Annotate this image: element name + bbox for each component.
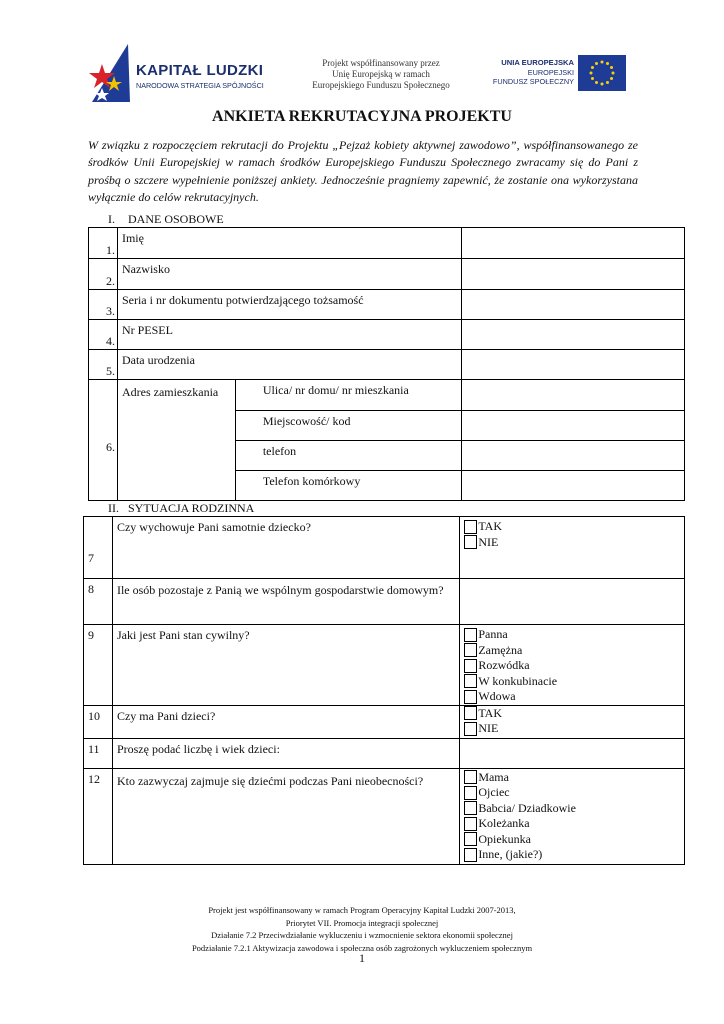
option-label: Rozwódka xyxy=(478,658,530,672)
row-number: 8 xyxy=(84,579,113,625)
checkbox[interactable] xyxy=(464,817,477,831)
option-label: W konkubinacie xyxy=(478,673,558,688)
checkbox[interactable] xyxy=(464,722,477,736)
row-number: 6. xyxy=(89,380,118,501)
option-label: Inne, (jakie?) xyxy=(478,847,543,861)
row-number: 5. xyxy=(89,350,118,380)
field-label: Data urodzenia xyxy=(117,350,461,380)
option-w-konkubinacie[interactable] xyxy=(464,674,680,690)
table-row xyxy=(89,259,685,290)
last-name-input[interactable] xyxy=(461,259,684,290)
section-title: DANE OSOBOWE xyxy=(128,212,224,226)
eu-star xyxy=(606,81,609,84)
question-text: Czy ma Pani dzieci? xyxy=(112,705,459,738)
checkbox[interactable] xyxy=(464,535,477,549)
table-row xyxy=(89,228,685,259)
row-number: 12 xyxy=(84,768,113,864)
eu-star xyxy=(612,72,615,75)
table-row xyxy=(84,579,685,625)
household-count-input[interactable] xyxy=(460,579,685,625)
answer-options xyxy=(460,625,685,706)
option-panna[interactable] xyxy=(464,627,680,643)
mobile-phone-input[interactable] xyxy=(461,471,684,501)
option-mama[interactable] xyxy=(464,770,680,786)
option-kolezanka[interactable] xyxy=(464,816,680,832)
personal-data-table xyxy=(88,227,685,501)
eu-star xyxy=(601,61,604,64)
section-heading-family xyxy=(108,501,254,516)
question-text: Jaki jest Pani stan cywilny? xyxy=(112,625,459,706)
cofinance-line: Projekt współfinansowany przez xyxy=(322,58,440,68)
footer-line: Działanie 7.2 Przeciwdziałanie wykluczeniu i wzmocnienie sektora ekonomii społecznej xyxy=(211,930,513,940)
section-heading-personal xyxy=(108,212,224,227)
id-document-input[interactable] xyxy=(461,290,684,320)
eu-star xyxy=(601,83,604,86)
family-situation-table xyxy=(83,516,685,865)
option-label: TAK xyxy=(478,519,503,533)
table-row xyxy=(89,290,685,320)
field-label: Nazwisko xyxy=(117,259,461,290)
option-babcia-dziadkowie[interactable] xyxy=(464,801,680,817)
eu-label-line: FUNDUSZ SPOŁECZNY xyxy=(492,77,574,86)
row-number: 11 xyxy=(84,738,113,768)
field-label: telefon xyxy=(235,441,461,471)
option-ojciec[interactable] xyxy=(464,785,680,801)
birth-date-input[interactable] xyxy=(461,350,684,380)
question-text: Ile osób pozostaje z Panią we wspólnym gospodarstwie domowym? xyxy=(112,579,459,625)
eu-star xyxy=(590,72,593,75)
option-label: Mama xyxy=(478,769,509,784)
option-rozwodka[interactable] xyxy=(464,658,680,674)
pesel-input[interactable] xyxy=(461,320,684,350)
option-label: Zamężna xyxy=(478,642,523,657)
eu-star xyxy=(595,81,598,84)
table-row xyxy=(89,320,685,350)
checkbox[interactable] xyxy=(464,706,477,720)
eu-label-line: EUROPEJSKI xyxy=(527,67,574,77)
checkbox[interactable] xyxy=(464,801,477,815)
eu-star xyxy=(610,77,613,80)
first-name-input[interactable] xyxy=(461,228,684,259)
answer-options xyxy=(460,768,685,864)
option-label: Koleżanka xyxy=(478,816,530,830)
checkbox[interactable] xyxy=(464,674,477,688)
checkbox[interactable] xyxy=(464,520,477,534)
table-row xyxy=(84,705,685,738)
table-row xyxy=(84,768,685,864)
footer-line: Podziałanie 7.2.1 Aktywizacja zawodowa i społeczna osób zagrożonych wykluczeniem społecznym xyxy=(191,942,533,953)
street-input[interactable] xyxy=(461,380,684,411)
checkbox[interactable] xyxy=(464,786,477,800)
row-number: 10 xyxy=(84,705,113,738)
option-inne[interactable] xyxy=(464,847,680,863)
checkbox[interactable] xyxy=(464,832,477,846)
checkbox[interactable] xyxy=(464,628,477,642)
field-label: Ulica/ nr domu/ nr mieszkania xyxy=(235,380,461,411)
section-number: I. xyxy=(108,212,115,226)
eu-star xyxy=(606,62,609,65)
eu-star xyxy=(591,77,594,80)
logo-title: KAPITAŁ LUDZKI xyxy=(136,62,264,79)
option-label: NIE xyxy=(478,534,499,549)
kapital-ludzki-emblem-icon xyxy=(88,44,134,104)
question-text: Kto zazwyczaj zajmuje się dziećmi podczas Pani nieobecności? xyxy=(112,768,459,864)
intro-paragraph: W związku z rozpoczęciem rekrutacji do Projektu „Pejzaż kobiety aktywnej zawodowo”, współfinansowanego ze środków Unii Europejskiej w ramach środków Europejskiego Funduszu Społecznego zwracamy się do Pani z prośbą o szczere wypełnienie poniższej ankiety. Jednocześnie pragniemy zapewnić, że zostanie ona wykorzystana wyłącznie do celów rekrutacyjnych. xyxy=(88,138,638,204)
answer-options xyxy=(460,517,685,579)
checkbox[interactable] xyxy=(464,643,477,657)
table-row xyxy=(84,517,685,579)
row-number: 3. xyxy=(89,290,118,320)
address-label: Adres zamieszkania xyxy=(117,380,235,501)
city-postcode-input[interactable] xyxy=(461,411,684,441)
option-label: Babcia/ Dziadkowie xyxy=(478,800,576,815)
eu-star xyxy=(595,62,598,65)
table-row xyxy=(84,738,685,768)
eu-star xyxy=(591,66,594,69)
section-title: SYTUACJA RODZINNA xyxy=(128,501,255,515)
cofinance-line: Unię Europejską w ramach xyxy=(332,69,430,79)
cofinance-line: Europejskiego Funduszu Społecznego xyxy=(312,80,450,90)
row-number: 4. xyxy=(89,320,118,350)
field-label: Nr PESEL xyxy=(117,320,461,350)
question-text: Proszę podać liczbę i wiek dzieci: xyxy=(112,738,459,768)
footer-line: Projekt jest współfinansowany w ramach Program Operacyjny Kapitał Ludzki 2007-2013, xyxy=(208,905,516,915)
option-label: NIE xyxy=(478,721,499,735)
phone-input[interactable] xyxy=(461,441,684,471)
children-info-input[interactable] xyxy=(460,738,685,768)
eu-star xyxy=(610,66,613,69)
option-tak[interactable] xyxy=(464,519,680,535)
option-label: Ojciec xyxy=(478,785,510,799)
checkbox[interactable] xyxy=(464,690,477,704)
field-label: Telefon komórkowy xyxy=(235,471,461,501)
option-zamezna[interactable] xyxy=(464,643,680,659)
table-row xyxy=(89,380,685,411)
field-label: Imię xyxy=(117,228,461,259)
option-label: Panna xyxy=(478,627,508,641)
document-title: ANKIETA REKRUTACYJNA PROJEKTU xyxy=(212,108,512,125)
eu-label-line: UNIA EUROPEJSKA xyxy=(501,58,574,67)
row-number: 2. xyxy=(89,259,118,290)
option-wdowa[interactable] xyxy=(464,689,680,705)
eu-label xyxy=(484,58,574,87)
kapital-ludzki-logo xyxy=(88,44,268,104)
eu-flag-icon xyxy=(578,55,626,91)
row-number: 1. xyxy=(89,228,118,259)
row-number: 9 xyxy=(84,625,113,706)
option-nie[interactable] xyxy=(464,721,680,737)
table-row xyxy=(89,350,685,380)
option-label: Opiekunka xyxy=(478,831,531,846)
option-label: Wdowa xyxy=(478,689,516,703)
section-number: II. xyxy=(108,501,119,515)
row-number: 7 xyxy=(84,517,113,579)
checkbox[interactable] xyxy=(464,848,477,862)
option-nie[interactable] xyxy=(464,535,680,551)
logo-subtitle: NARODOWA STRATEGIA SPÓJNOŚCI xyxy=(136,81,264,90)
checkbox[interactable] xyxy=(464,770,477,784)
option-label: TAK xyxy=(478,705,503,720)
field-label: Seria i nr dokumentu potwierdzającego tożsamość xyxy=(117,290,461,320)
cofinance-note xyxy=(296,58,466,91)
field-label: Miejscowość/ kod xyxy=(235,411,461,441)
option-tak[interactable] xyxy=(464,706,680,722)
checkbox[interactable] xyxy=(464,659,477,673)
answer-options xyxy=(460,705,685,738)
page-number: 1 xyxy=(359,951,365,965)
option-opiekunka[interactable] xyxy=(464,832,680,848)
table-row xyxy=(84,625,685,706)
page-footer xyxy=(0,904,724,954)
footer-line: Priorytet VII. Promocja integracji społecznej xyxy=(285,917,439,928)
question-text: Czy wychowuje Pani samotnie dziecko? xyxy=(112,517,459,579)
